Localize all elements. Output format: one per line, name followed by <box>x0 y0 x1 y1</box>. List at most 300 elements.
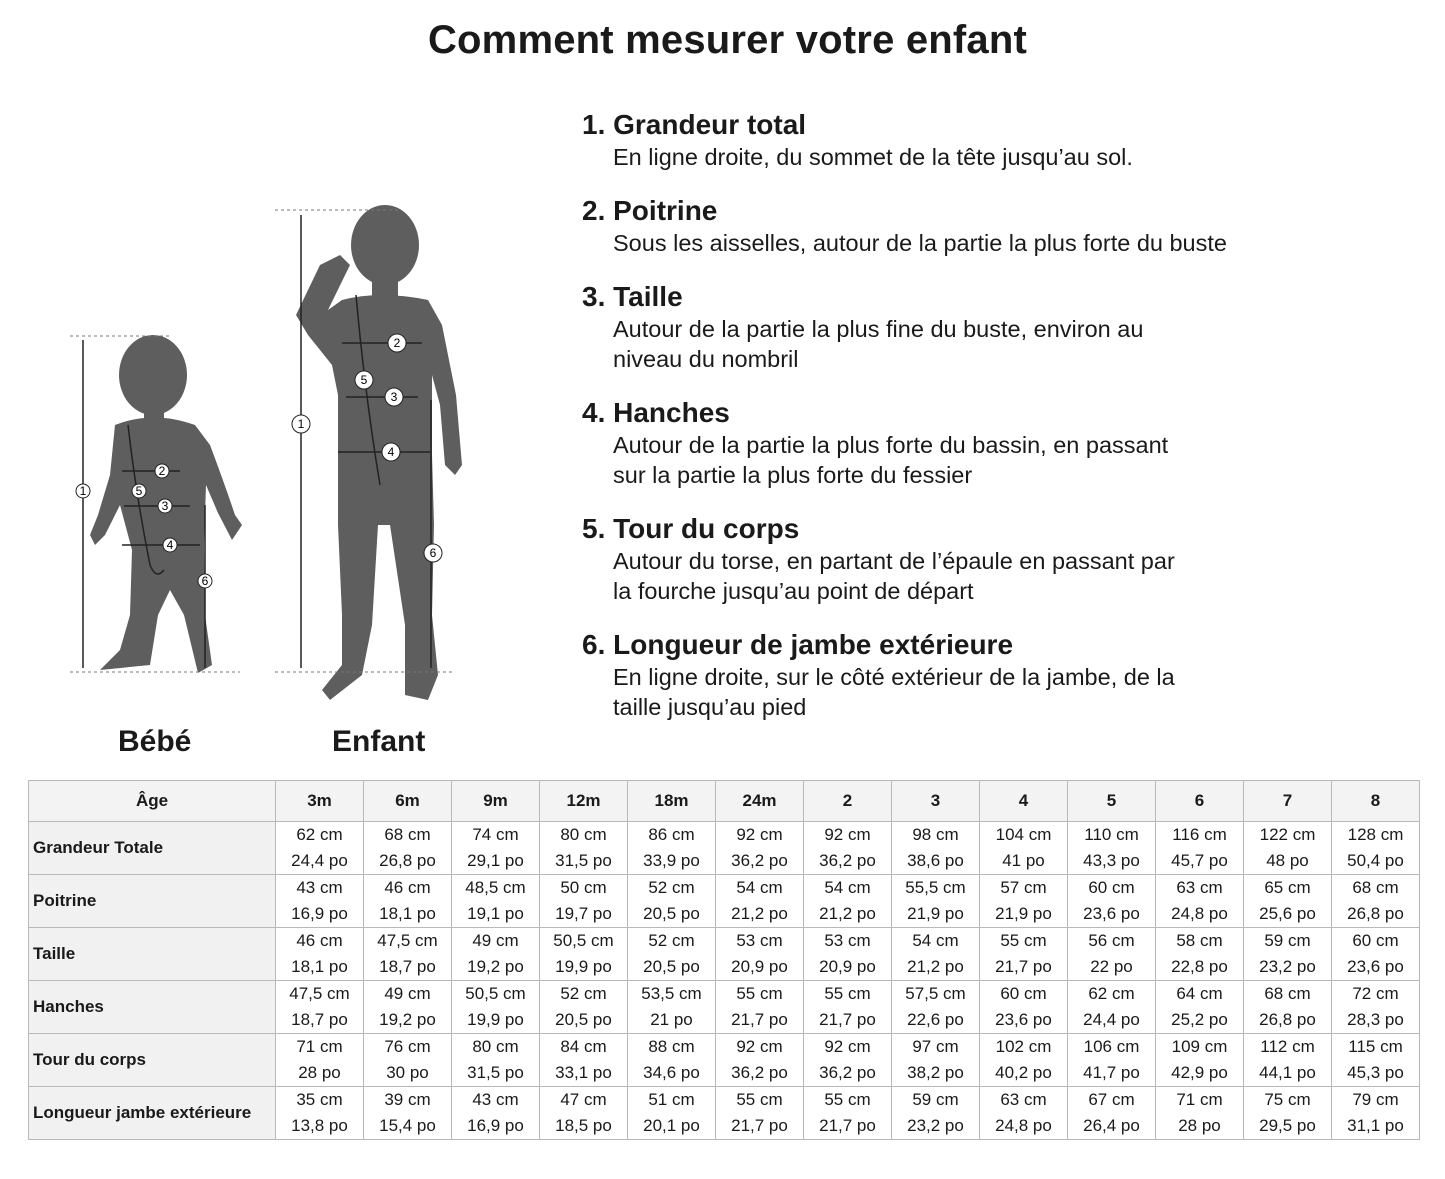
value-po: 33,9 po <box>643 851 700 870</box>
value-po: 15,4 po <box>379 1116 436 1135</box>
value-po: 23,6 po <box>1347 957 1404 976</box>
table-cell <box>1332 875 1420 928</box>
step-1 <box>582 108 1302 172</box>
value-cm: 72 cm <box>1352 984 1399 1003</box>
value-po: 23,2 po <box>1259 957 1316 976</box>
marker-5-baby: 5 <box>135 484 143 498</box>
table-cell <box>892 875 980 928</box>
table-cell <box>540 1034 628 1087</box>
value-po: 28 po <box>298 1063 341 1082</box>
value-cm: 52 cm <box>560 984 607 1003</box>
value-cm: 67 cm <box>1088 1090 1135 1109</box>
table-cell <box>1068 1034 1156 1087</box>
value-cm: 104 cm <box>995 825 1052 844</box>
table-cell <box>276 1087 364 1140</box>
value-cm: 47,5 cm <box>289 984 350 1003</box>
value-po: 19,9 po <box>555 957 612 976</box>
row-label: Tour du corps <box>29 1034 276 1087</box>
table-row <box>29 822 1420 875</box>
value-cm: 50,5 cm <box>465 984 526 1003</box>
step-title: 1. Grandeur total <box>582 109 807 140</box>
value-po: 18,5 po <box>555 1116 612 1135</box>
step-desc: niveau du nombril <box>613 346 799 372</box>
value-cm: 88 cm <box>648 1037 695 1056</box>
value-po: 20,9 po <box>731 957 788 976</box>
table-cell <box>452 928 540 981</box>
table-cell <box>364 822 452 875</box>
value-po: 31,5 po <box>555 851 612 870</box>
value-po: 21,9 po <box>995 904 1052 923</box>
table-cell <box>1244 1087 1332 1140</box>
table-cell <box>364 875 452 928</box>
table-cell <box>452 981 540 1034</box>
value-cm: 102 cm <box>995 1037 1052 1056</box>
table-cell <box>628 981 716 1034</box>
value-cm: 35 cm <box>296 1090 343 1109</box>
table-cell <box>804 1034 892 1087</box>
value-cm: 97 cm <box>912 1037 959 1056</box>
value-cm: 50 cm <box>560 878 607 897</box>
value-cm: 122 cm <box>1259 825 1316 844</box>
value-po: 19,1 po <box>467 904 524 923</box>
value-cm: 51 cm <box>648 1090 695 1109</box>
value-po: 25,2 po <box>1171 1010 1228 1029</box>
value-po: 24,4 po <box>1083 1010 1140 1029</box>
table-cell <box>804 981 892 1034</box>
value-cm: 53,5 cm <box>641 984 702 1003</box>
value-po: 22,8 po <box>1171 957 1228 976</box>
value-po: 22 po <box>1090 957 1133 976</box>
age-header: Âge <box>29 781 276 822</box>
table-cell <box>1244 875 1332 928</box>
value-po: 26,8 po <box>1259 1010 1316 1029</box>
marker-4-child: 4 <box>387 445 395 459</box>
value-po: 26,8 po <box>1347 904 1404 923</box>
value-po: 26,8 po <box>379 851 436 870</box>
value-cm: 57,5 cm <box>905 984 966 1003</box>
table-cell <box>628 822 716 875</box>
table-cell <box>980 1087 1068 1140</box>
age-col: 6 <box>1156 781 1244 822</box>
value-po: 21,7 po <box>731 1116 788 1135</box>
value-po: 21 po <box>650 1010 693 1029</box>
table-cell <box>1068 981 1156 1034</box>
value-po: 41 po <box>1002 851 1045 870</box>
table-cell <box>1332 822 1420 875</box>
value-po: 28 po <box>1178 1116 1221 1135</box>
table-cell <box>980 1034 1068 1087</box>
value-cm: 59 cm <box>912 1090 959 1109</box>
age-col: 4 <box>980 781 1068 822</box>
step-desc: Sous les aisselles, autour de la partie la plus forte du buste <box>613 230 1227 256</box>
step-title: 6. Longueur de jambe extérieure <box>582 629 1014 660</box>
table-cell <box>364 928 452 981</box>
step-desc: taille jusqu’au pied <box>613 694 807 720</box>
value-po: 38,2 po <box>907 1063 964 1082</box>
value-cm: 46 cm <box>296 931 343 950</box>
value-po: 25,6 po <box>1259 904 1316 923</box>
table-row <box>29 1087 1420 1140</box>
table-cell <box>276 928 364 981</box>
table-cell <box>540 822 628 875</box>
table-cell <box>716 981 804 1034</box>
value-cm: 63 cm <box>1176 878 1223 897</box>
table-cell <box>276 822 364 875</box>
value-cm: 74 cm <box>472 825 519 844</box>
value-cm: 65 cm <box>1264 878 1311 897</box>
value-cm: 60 cm <box>1088 878 1135 897</box>
value-cm: 112 cm <box>1260 1037 1315 1056</box>
value-cm: 62 cm <box>1088 984 1135 1003</box>
value-cm: 55 cm <box>824 1090 871 1109</box>
value-po: 16,9 po <box>467 1116 524 1135</box>
value-cm: 49 cm <box>384 984 431 1003</box>
marker-4-baby: 4 <box>166 538 174 552</box>
table-cell <box>1244 981 1332 1034</box>
value-cm: 58 cm <box>1176 931 1223 950</box>
value-po: 36,2 po <box>731 851 788 870</box>
instructions-list <box>582 108 1302 744</box>
age-col: 6m <box>364 781 452 822</box>
table-cell <box>716 928 804 981</box>
value-cm: 110 cm <box>1084 825 1139 844</box>
value-cm: 84 cm <box>560 1037 607 1056</box>
table-cell <box>1068 1087 1156 1140</box>
table-cell <box>1156 822 1244 875</box>
value-po: 34,6 po <box>643 1063 700 1082</box>
value-cm: 55 cm <box>1000 931 1047 950</box>
value-po: 45,7 po <box>1171 851 1228 870</box>
value-po: 21,2 po <box>907 957 964 976</box>
value-po: 24,4 po <box>291 851 348 870</box>
value-cm: 59 cm <box>1264 931 1311 950</box>
table-cell <box>1156 928 1244 981</box>
value-po: 42,9 po <box>1171 1063 1228 1082</box>
marker-3-baby: 3 <box>161 499 169 513</box>
value-cm: 80 cm <box>560 825 607 844</box>
table-cell <box>540 875 628 928</box>
value-cm: 47 cm <box>560 1090 607 1109</box>
value-cm: 62 cm <box>296 825 343 844</box>
value-cm: 86 cm <box>648 825 695 844</box>
value-cm: 68 cm <box>1352 878 1399 897</box>
value-po: 36,2 po <box>819 851 876 870</box>
age-col: 3 <box>892 781 980 822</box>
value-po: 19,2 po <box>379 1010 436 1029</box>
value-cm: 92 cm <box>736 1037 783 1056</box>
value-cm: 43 cm <box>296 878 343 897</box>
table-cell <box>540 1087 628 1140</box>
table-cell <box>1156 1034 1244 1087</box>
value-cm: 39 cm <box>384 1090 431 1109</box>
value-po: 19,9 po <box>467 1010 524 1029</box>
value-po: 20,5 po <box>643 904 700 923</box>
table-cell <box>892 1034 980 1087</box>
table-cell <box>540 928 628 981</box>
table-cell <box>1332 1087 1420 1140</box>
value-cm: 63 cm <box>1000 1090 1047 1109</box>
step-title: 3. Taille <box>582 281 683 312</box>
value-cm: 47,5 cm <box>377 931 438 950</box>
table-cell <box>892 981 980 1034</box>
step-title: 2. Poitrine <box>582 195 718 226</box>
table-cell <box>364 1034 452 1087</box>
step-desc: Autour de la partie la plus forte du bassin, en passant <box>613 432 1169 458</box>
step-title: 5. Tour du corps <box>582 513 800 544</box>
value-po: 24,8 po <box>995 1116 1052 1135</box>
value-po: 31,5 po <box>467 1063 524 1082</box>
age-col: 12m <box>540 781 628 822</box>
value-cm: 71 cm <box>296 1037 343 1056</box>
value-po: 36,2 po <box>731 1063 788 1082</box>
step-5 <box>582 512 1302 606</box>
value-po: 23,2 po <box>907 1116 964 1135</box>
value-po: 21,7 po <box>731 1010 788 1029</box>
value-cm: 68 cm <box>1264 984 1311 1003</box>
value-cm: 79 cm <box>1352 1090 1399 1109</box>
step-desc: En ligne droite, du sommet de la tête jusqu’au sol. <box>613 144 1133 170</box>
table-cell <box>716 875 804 928</box>
row-label: Taille <box>29 928 276 981</box>
value-po: 40,2 po <box>995 1063 1052 1082</box>
measurement-figures <box>60 195 480 715</box>
step-2 <box>582 194 1302 258</box>
value-po: 20,9 po <box>819 957 876 976</box>
age-col: 5 <box>1068 781 1156 822</box>
value-cm: 48,5 cm <box>465 878 526 897</box>
value-cm: 76 cm <box>384 1037 431 1056</box>
value-cm: 80 cm <box>472 1037 519 1056</box>
value-po: 13,8 po <box>291 1116 348 1135</box>
value-cm: 106 cm <box>1083 1037 1140 1056</box>
value-po: 21,2 po <box>731 904 788 923</box>
table-cell <box>1332 981 1420 1034</box>
value-po: 36,2 po <box>819 1063 876 1082</box>
page-title: Comment mesurer votre enfant <box>427 18 1028 62</box>
table-cell <box>1332 928 1420 981</box>
value-cm: 98 cm <box>912 825 959 844</box>
value-po: 16,9 po <box>291 904 348 923</box>
value-po: 20,5 po <box>643 957 700 976</box>
value-cm: 53 cm <box>824 931 871 950</box>
marker-6-child: 6 <box>429 546 437 560</box>
age-col: 24m <box>716 781 804 822</box>
table-cell <box>276 1034 364 1087</box>
value-po: 20,1 po <box>643 1116 700 1135</box>
table-row <box>29 875 1420 928</box>
value-cm: 55 cm <box>736 1090 783 1109</box>
value-po: 28,3 po <box>1347 1010 1404 1029</box>
value-po: 21,2 po <box>819 904 876 923</box>
value-cm: 116 cm <box>1172 825 1227 844</box>
row-label: Poitrine <box>29 875 276 928</box>
value-cm: 68 cm <box>384 825 431 844</box>
table-cell <box>980 875 1068 928</box>
value-cm: 71 cm <box>1176 1090 1223 1109</box>
table-cell <box>716 822 804 875</box>
size-chart-table <box>28 780 1420 1140</box>
step-title: 4. Hanches <box>582 397 730 428</box>
table-cell <box>540 981 628 1034</box>
value-cm: 46 cm <box>384 878 431 897</box>
value-po: 18,1 po <box>291 957 348 976</box>
row-label: Longueur jambe extérieure <box>29 1087 276 1140</box>
value-cm: 50,5 cm <box>553 931 614 950</box>
table-cell <box>804 822 892 875</box>
table-cell <box>452 1034 540 1087</box>
table-cell <box>1244 1034 1332 1087</box>
marker-6-baby: 6 <box>201 574 209 588</box>
marker-5-child: 5 <box>360 373 368 387</box>
table-row <box>29 928 1420 981</box>
value-po: 21,7 po <box>819 1116 876 1135</box>
table-cell <box>1156 875 1244 928</box>
marker-3-child: 3 <box>390 390 398 404</box>
value-cm: 60 cm <box>1352 931 1399 950</box>
table-cell <box>804 1087 892 1140</box>
value-cm: 75 cm <box>1264 1090 1311 1109</box>
table-cell <box>1332 1034 1420 1087</box>
table-cell <box>628 875 716 928</box>
table-cell <box>804 928 892 981</box>
table-cell <box>1156 981 1244 1034</box>
value-po: 18,7 po <box>291 1010 348 1029</box>
value-po: 19,7 po <box>555 904 612 923</box>
step-3 <box>582 280 1302 374</box>
table-cell <box>892 928 980 981</box>
step-desc: En ligne droite, sur le côté extérieur de la jambe, de la <box>613 664 1175 690</box>
value-cm: 60 cm <box>1000 984 1047 1003</box>
value-cm: 55,5 cm <box>905 878 966 897</box>
value-po: 23,6 po <box>1083 904 1140 923</box>
value-cm: 52 cm <box>648 878 695 897</box>
table-cell <box>628 1087 716 1140</box>
value-po: 19,2 po <box>467 957 524 976</box>
child-label: Enfant <box>332 725 426 758</box>
value-po: 21,9 po <box>907 904 964 923</box>
step-6 <box>582 628 1302 722</box>
value-po: 44,1 po <box>1259 1063 1316 1082</box>
value-cm: 54 cm <box>736 878 783 897</box>
value-cm: 57 cm <box>1000 878 1047 897</box>
table-cell <box>892 822 980 875</box>
step-desc: Autour du torse, en partant de l’épaule en passant par <box>613 548 1175 574</box>
age-col: 18m <box>628 781 716 822</box>
table-cell <box>980 928 1068 981</box>
table-header-row <box>29 781 1420 822</box>
value-po: 18,1 po <box>379 904 436 923</box>
table-cell <box>1244 822 1332 875</box>
value-po: 26,4 po <box>1083 1116 1140 1135</box>
table-body <box>29 822 1420 1140</box>
table-cell <box>1068 928 1156 981</box>
row-label: Hanches <box>29 981 276 1034</box>
value-po: 43,3 po <box>1083 851 1140 870</box>
value-po: 38,6 po <box>907 851 964 870</box>
table-cell <box>1068 875 1156 928</box>
age-col: 7 <box>1244 781 1332 822</box>
age-col: 8 <box>1332 781 1420 822</box>
value-po: 18,7 po <box>379 957 436 976</box>
marker-2-child: 2 <box>393 336 401 350</box>
value-po: 33,1 po <box>555 1063 612 1082</box>
value-po: 48 po <box>1266 851 1309 870</box>
value-po: 21,7 po <box>819 1010 876 1029</box>
table-cell <box>1244 928 1332 981</box>
value-po: 29,1 po <box>467 851 524 870</box>
table-cell <box>892 1087 980 1140</box>
table-cell <box>804 875 892 928</box>
baby-label: Bébé <box>118 725 192 758</box>
table-cell <box>452 875 540 928</box>
value-po: 24,8 po <box>1171 904 1228 923</box>
marker-2-baby: 2 <box>158 464 166 478</box>
step-4 <box>582 396 1302 490</box>
value-cm: 54 cm <box>824 878 871 897</box>
table-cell <box>716 1034 804 1087</box>
marker-1-baby: 1 <box>79 484 87 498</box>
age-col: 3m <box>276 781 364 822</box>
step-desc: sur la partie la plus forte du fessier <box>613 462 973 488</box>
value-cm: 92 cm <box>824 825 871 844</box>
value-cm: 92 cm <box>736 825 783 844</box>
value-cm: 109 cm <box>1171 1037 1228 1056</box>
marker-1-child: 1 <box>297 417 305 431</box>
value-cm: 56 cm <box>1088 931 1135 950</box>
table-cell <box>1156 1087 1244 1140</box>
value-po: 50,4 po <box>1347 851 1404 870</box>
table-row <box>29 1034 1420 1087</box>
value-po: 22,6 po <box>907 1010 964 1029</box>
table-cell <box>452 1087 540 1140</box>
value-cm: 55 cm <box>736 984 783 1003</box>
value-po: 30 po <box>386 1063 429 1082</box>
value-po: 41,7 po <box>1083 1063 1140 1082</box>
value-cm: 49 cm <box>472 931 519 950</box>
value-po: 45,3 po <box>1347 1063 1404 1082</box>
value-cm: 55 cm <box>824 984 871 1003</box>
table-cell <box>1068 822 1156 875</box>
value-po: 21,7 po <box>995 957 1052 976</box>
table-cell <box>980 822 1068 875</box>
age-col: 9m <box>452 781 540 822</box>
table-cell <box>628 928 716 981</box>
table-cell <box>276 981 364 1034</box>
table-row <box>29 981 1420 1034</box>
table-cell <box>276 875 364 928</box>
value-cm: 115 cm <box>1348 1037 1403 1056</box>
value-po: 23,6 po <box>995 1010 1052 1029</box>
step-desc: la fourche jusqu’au point de départ <box>613 578 974 604</box>
table-cell <box>364 1087 452 1140</box>
table-cell <box>364 981 452 1034</box>
value-po: 29,5 po <box>1259 1116 1316 1135</box>
table-cell <box>452 822 540 875</box>
value-cm: 92 cm <box>824 1037 871 1056</box>
value-cm: 128 cm <box>1347 825 1404 844</box>
value-cm: 52 cm <box>648 931 695 950</box>
value-po: 20,5 po <box>555 1010 612 1029</box>
table-cell <box>716 1087 804 1140</box>
table-cell <box>628 1034 716 1087</box>
value-cm: 43 cm <box>472 1090 519 1109</box>
value-cm: 54 cm <box>912 931 959 950</box>
silhouettes-illustration <box>60 195 480 715</box>
value-cm: 64 cm <box>1176 984 1223 1003</box>
value-cm: 53 cm <box>736 931 783 950</box>
row-label: Grandeur Totale <box>29 822 276 875</box>
value-po: 31,1 po <box>1347 1116 1404 1135</box>
